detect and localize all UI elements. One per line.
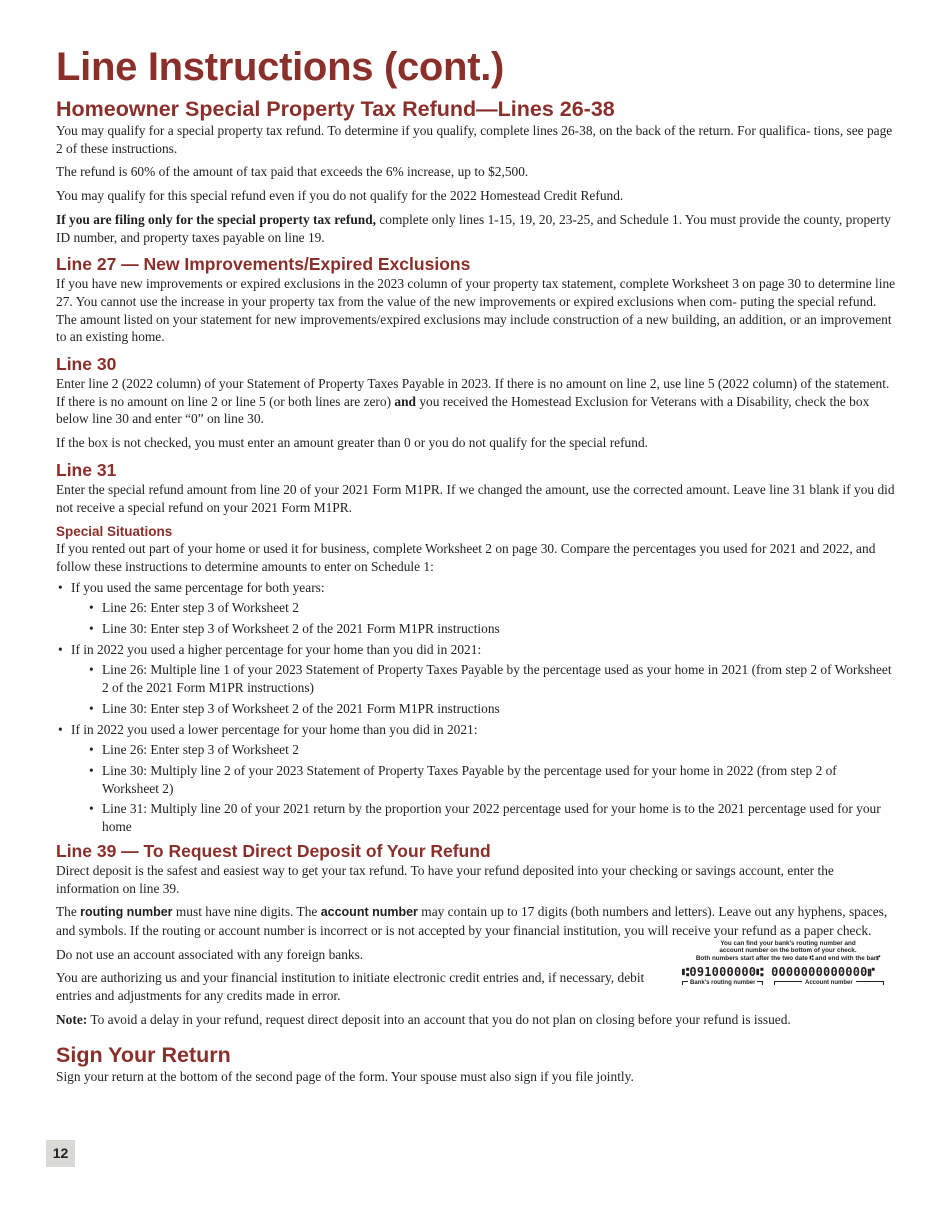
paragraph: If you rented out part of your home or used it for business, complete Worksheet 2 on page 30. Compare the percentages you used for 2021 and 2022, and follow these instructions to determine amounts to enter on Schedule 1: [56,541,876,574]
list-item [56,721,896,836]
paragraph: If you have new improvements or expired exclusions in the 2023 column of your property tax statement, complete Worksheet 3 on page 30 to determine line 27. You cannot use the increase in your property tax from the value of the new improvements or expired exclusions when com- puting the special refund. The amount listed on your statement for new improvements/expired exclusions may include construction of a new building, an addition, or an improvement to an existing home. [56,276,896,345]
sub-list-item: • Line 26: Multiple line 1 of your 2023 Statement of Property Taxes Payable by the percentage used as your home in 2021 (from step 2 of Worksheet 2 of the 2021 Form M1PR instructions) [71,661,896,696]
sub-bullet-list [71,661,896,717]
check-caption [682,940,894,963]
paragraph-text: Enter line 2 (2022 column) of your Statement of Property Taxes Payable in 2023. If there is no amount on line 2, use line 5 (2022 column) of the statement. If there is no amount on line 2 or line 5 (or both lines are zero) [56,376,890,409]
note-label: Note: [56,1011,88,1027]
paragraph: You may qualify for this special refund even if you do not qualify for the 2022 Homestead Credit Refund. [56,188,624,204]
list-item [56,641,896,718]
page-content [56,42,896,1092]
section-special-refund [56,96,896,246]
bullet-list [56,579,896,836]
check-caption-line: Both numbers start after the two date ⑆ and end with the bar⑈ [695,955,881,963]
paragraph: The refund is 60% of the amount of tax paid that exceeds the 6% increase, up to $2,500. [56,164,529,180]
bold-text: account number [320,905,418,920]
paragraph: You are authorizing us and your financial institution to initiate electronic credit entries and, if necessary, debit entries and adjustments for any credits made in error. [56,970,645,1004]
paragraph [56,375,896,428]
paragraph: Sign your return at the bottom of the second page of the form. Your spouse must also sign if you file jointly. [56,1069,634,1085]
paragraph-text: you received the Homestead Exclusion for Veterans with a Disability, check the box below line 30 and enter “0” on line 30. [56,393,870,427]
bracket-line [757,981,763,985]
page-title: Line Instructions (cont.) [56,45,505,89]
account-label-group [774,980,894,986]
bracket-line [774,981,802,985]
section-heading: Sign Your Return [56,1043,231,1068]
check-micr-line [682,965,894,979]
account-digits: 0000000000000⑈ [771,965,875,979]
paragraph: If the box is not checked, you must enter an amount greater than 0 or you do not qualify for the special refund. [56,435,648,451]
sub-list-item: • Line 30: Enter step 3 of Worksheet 2 of the 2021 Form M1PR instructions [71,620,896,638]
paragraph-text: complete only lines 1-15, 19, 20, 23-25, and Schedule 1. You must provide the county, property ID number, and property taxes payable on line 19. [56,211,891,245]
bold-text: routing number [80,905,173,920]
bracket-line [856,981,884,985]
section-heading: Line 39 — To Request Direct Deposit of Your Refund [56,840,491,861]
section-heading: Line 30 [56,354,117,375]
direct-deposit-block [56,939,896,1005]
subsection-heading: Special Situations [56,524,173,540]
sub-list-item: • Line 26: Enter step 3 of Worksheet 2 [71,741,896,759]
bold-text: and [394,393,416,409]
page-number: 12 [46,1140,75,1167]
section-sign-return [56,1042,896,1086]
section-heading: Homeowner Special Property Tax Refund—Lines 26-38 [56,97,615,121]
sub-list-item: • Line 26: Enter step 3 of Worksheet 2 [71,599,896,617]
paragraph [56,903,896,939]
sub-bullet-list [71,599,896,637]
list-item-text: If in 2022 you used a higher percentage for your home than you did in 2021: [71,641,482,657]
list-item-text: If you used the same percentage for both years: [71,579,325,595]
paragraph: Direct deposit is the safest and easiest way to get your tax refund. To have your refund deposited into your checking or savings account, enter the information on line 39. [56,862,834,896]
section-special-situations [56,523,896,836]
section-line-30 [56,353,896,452]
list-item-text: If in 2022 you used a lower percentage for your home than you did in 2021: [71,721,478,737]
check-caption-line: You can find your bank's routing number and [720,939,856,947]
sub-list-item: • Line 30: Multiply line 2 of your 2023 Statement of Property Taxes Payable by the percentage used for your home in 2022 (from step 2 of Worksheet 2) [71,762,896,797]
section-line-31 [56,459,896,516]
section-line-39 [56,840,896,1029]
paragraph [56,211,896,246]
note-text: To avoid a delay in your refund, request direct deposit into an account that you do not plan on closing before your refund is issued. [87,1011,791,1027]
check-labels [682,980,894,986]
routing-label-group [682,980,768,986]
sub-list-item: • Line 30: Enter step 3 of Worksheet 2 of the 2021 Form M1PR instructions [71,700,896,718]
paragraph-text: The [56,904,81,920]
direct-deposit-text [56,946,676,1005]
section-line-27 [56,253,896,346]
note-paragraph [56,1011,896,1029]
sub-list-item: • Line 31: Multiply line 20 of your 2021 return by the proportion your 2022 percentage used for your home is to the 2021 percentage used for your home [71,800,896,835]
section-heading: Line 27 — New Improvements/Expired Exclusions [56,254,471,275]
paragraph: Do not use an account associated with any foreign banks. [56,946,364,962]
account-label: Account number [805,980,853,986]
paragraph-text: may contain up to 17 digits (both numbers and letters). Leave out any hyphens, spaces, and symbols. If the routing or account number is incorrect or is not accepted by your financial institution, you will receive your refund as a paper check. [56,904,888,938]
routing-label: Bank's routing number [690,980,756,986]
paragraph: You may qualify for a special property tax refund. To determine if you qualify, complete lines 26-38, on the back of the return. For qualifica- tions, see page 2 of these instructions. [56,123,893,156]
sub-bullet-list [71,741,896,836]
paragraph-text: must have nine digits. The [172,904,321,920]
list-item [56,579,896,638]
bold-text: If you are filing only for the special property tax refund, [56,211,377,227]
routing-digits: ⑆091000000⑆ [682,965,764,979]
paragraph: Enter the special refund amount from line 20 of your 2021 Form M1PR. If we changed the amount, use the corrected amount. Leave line 31 blank if you did not receive a special refund on your 2021 Form M1PR. [56,481,895,515]
check-routing-illustration [682,940,894,1004]
section-heading: Line 31 [56,459,117,480]
check-caption-line: account number on the bottom of your check. [719,947,857,955]
